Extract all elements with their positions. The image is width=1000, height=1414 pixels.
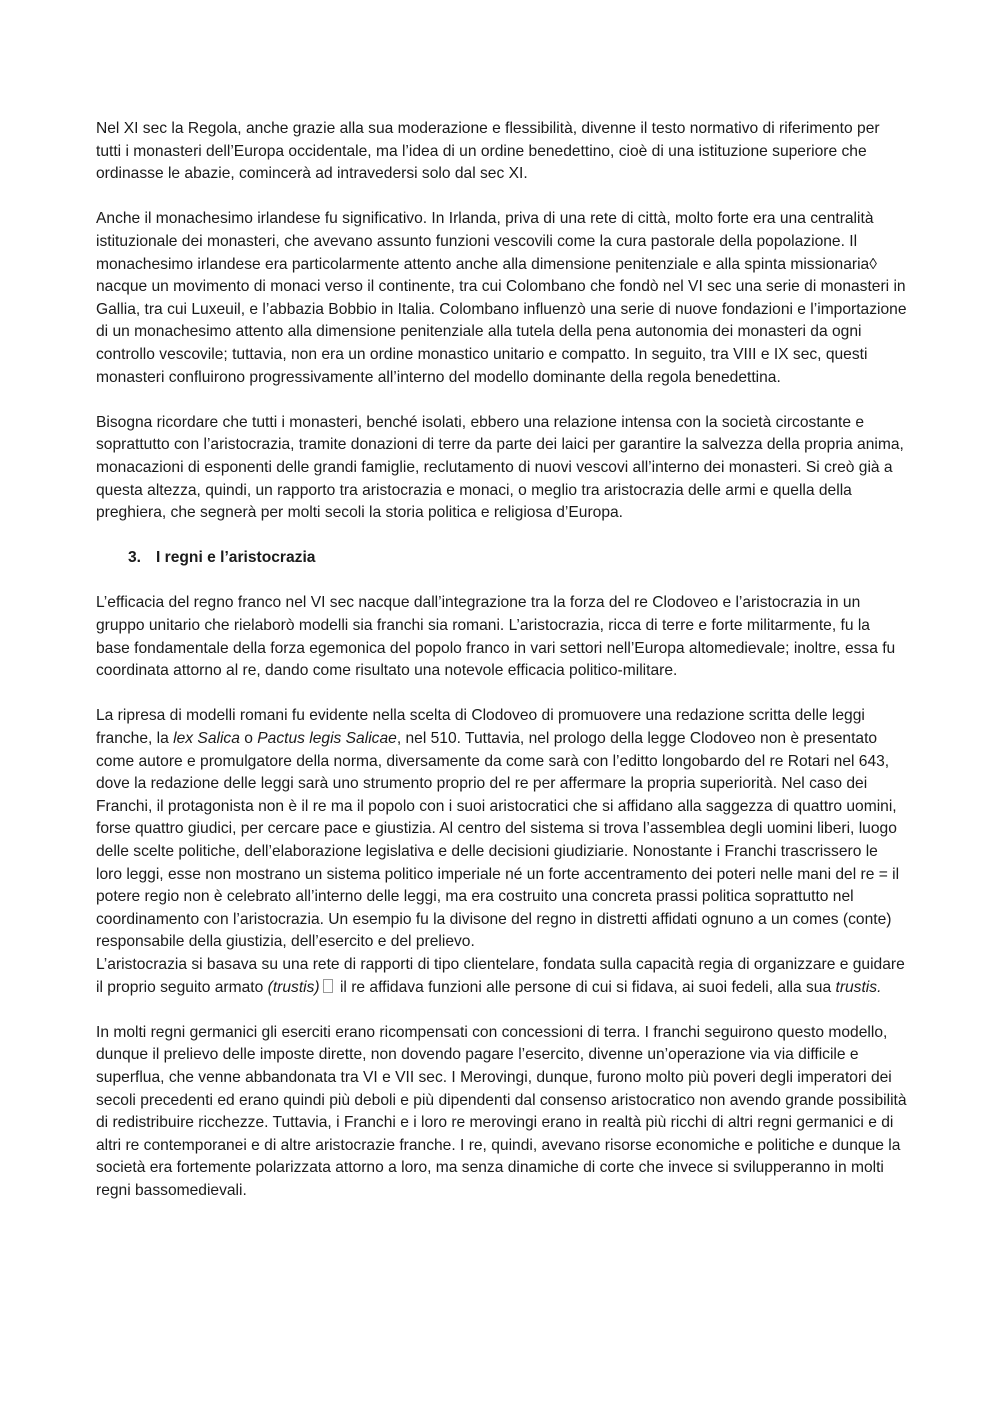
text-run: L’aristocrazia si basava su una rete di rapporti di tipo clientelare, fondata sulla capacità regia di organizzare e guidare il proprio seguito armato — [96, 955, 905, 996]
arrow-glyph-icon — [323, 979, 333, 993]
text-run: La ripresa di modelli romani fu evidente nella scelta di Clodoveo di promuovere una redazione scritta delle leggi franche, la — [96, 707, 865, 748]
italic-text: trustis. — [835, 978, 882, 996]
paragraph-monachesimo-irlandese: Anche il monachesimo irlandese fu significativo. In Irlanda, priva di una rete di città, molto forte era una centralità istituzionale dei monasteri, che avevano assunto funzioni vescovili come la cura pastorale della popolazione. Il monachesimo irlandese era particolarmente attento anche alla dimensione penitenziale e alla spinta missionaria◊ nacque un movimento di monaci verso il continente, tra cui Colombano che fondò nel VI sec una serie di monasteri in Gallia, tra cui Luxeuil, e l’abbazia Bobbio in Italia. Colombano influenzò una serie di nuove fondazioni e l’importazione di un monachesimo attento alla dimensione penitenziale alla tutela della pena autonomia dei monasteri da ogni controllo vescovile; tuttavia, non era un ordine monastico unitario e compatto. In seguito, tra VIII e IX sec, questi monasteri confluirono progressivamente all’interno del modello dominante della regola benedettina. — [96, 210, 907, 386]
italic-text: lex Salica — [173, 730, 240, 748]
section-title: I regni e l’aristocrazia — [156, 549, 316, 567]
paragraph-regno-franco: L’efficacia del regno franco nel VI sec nacque dall’integrazione tra la forza del re Clodoveo e l’aristocrazia in un gruppo unitario che rielaborò modelli sia franchi sia romani. L’aristocrazia, ricca di terre e forte militarmente, fu la base fondamentale della forza egemonica del popolo franco in vari settori nell’Europa altomedievale; inoltre, essa fu coordinata attorno al re, dando come risultato una notevole efficacia politico-militare. — [96, 594, 896, 680]
italic-text: (trustis) — [267, 978, 320, 996]
paragraph-trustis — [96, 954, 908, 999]
paragraph-regola: Nel XI sec la Regola, anche grazie alla sua moderazione e flessibilità, divenne il testo normativo di riferimento per tutti i monasteri dell’Europa occidentale, ma l’idea di un ordine benedettino, cioè di una istituzione superiore che ordinasse le abazie, comincerà ad intravedersi solo dal sec XI. — [96, 120, 880, 183]
paragraph-monasteri-societa: Bisogna ricordare che tutti i monasteri, benché isolati, ebbero una relazione intensa con la società circostante e soprattutto con l’aristocrazia, tramite donazioni di terre da parte dei laici per garantire la salvezza della propria anima, monacazioni di esponenti delle grandi famiglie, reclutamento di nuovi vescovi all’interno dei monasteri. Si creò già a questa altezza, quindi, un rapporto tra aristocrazia e monaci, o meglio tra aristocrazia delle armi e quella della preghiera, che segnerà per molti secoli la storia politica e religiosa d’Europa. — [96, 413, 904, 522]
paragraph-regni-germanici: In molti regni germanici gli eserciti erano ricompensati con concessioni di terra. I franchi seguirono questo modello, dunque il prelievo delle imposte dirette, non dovendo pagare l’esercito, divenne un’operazione via via difficile e superflua, che venne abbandonata tra VI e VII sec. I Merovingi, dunque, furono molto più poveri degli imperatori dei secoli precedenti ed erano quindi più deboli e più dipendenti dal consenso aristocratico non avendo grande possibilità di redistribuire ricchezze. Tuttavia, i Franchi e i loro re merovingi erano in realtà più ricchi di altri regni germanici e di altri re contemporanei e di altre aristocrazie franche. I re, quindi, avevano risorse economiche e politiche e dunque la società era fortemente polarizzata attorno a loro, ma senza dinamiche di corte che invece si svilupperanno in molti regni bassomedievali. — [96, 1023, 907, 1199]
document-page — [96, 118, 908, 1225]
text-run: o — [239, 730, 258, 748]
section-number: 3. — [128, 549, 142, 567]
text-run: , nel 510. Tuttavia, nel prologo della legge Clodoveo non è presentato come autore e promulgatore della norma, diversamente da come sarà con l’editto longobardo del re Rotari nel 643, dove la redazione delle leggi sarà uno strumento proprio del re per affermare la propria superiorità. Nel caso dei Franchi, il protagonista non è il re ma il popolo con i suoi aristocratici che si affidano alla saggezza di quattro uomini, forse quattro giudici, per cercare pace e giustizia. Al centro del sistema si trova l’assemblea degli uomini liberi, luogo delle scelte politiche, dell’elaborazione legislativa e delle decisioni giudiziarie. Nonostante i Franchi trascrissero le loro leggi, esse non mostrano un sistema politico imperiale né un forte accentramento dei poteri nelle mani del re = il potere regio non è celebrato all’interno delle leggi, ma era costruito una concreta prassi politica soprattutto nel coordinamento con l’aristocrazia. Un esempio fu la divisone del regno in distretti affidati ognuno a un comes (conte) responsabile della giustizia, dell’esercito e del prelievo. — [96, 730, 900, 951]
italic-text: Pactus legis Salicae — [257, 730, 397, 748]
section-heading — [96, 547, 908, 570]
paragraph-lex-salica — [96, 705, 908, 954]
text-run: il re affidava funzioni alle persone di cui si fidava, ai suoi fedeli, alla sua — [335, 978, 836, 996]
